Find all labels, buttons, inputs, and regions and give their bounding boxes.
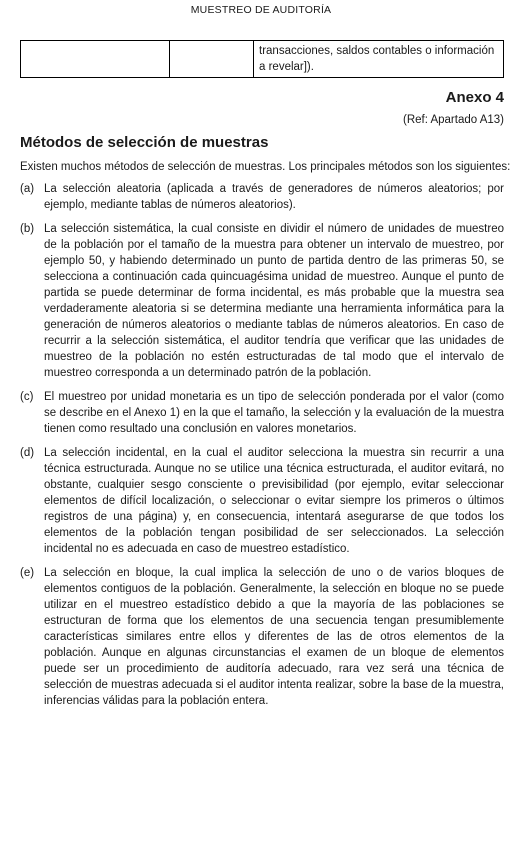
list-marker: (b) [20,223,35,235]
list-item-text: La selección sistemática, la cual consiste en dividir el número de unidades de muestreo de la población por el tamaño de la muestra para obtener un intervalo de muestreo, por ejemplo 50, y habiendo determinado un punto de partida dentro de las primeras 50, se selecciona a continuación cada quincuagésima unidad de muestreo. Aunque el punto de partida se puede determinar de forma incidental, es más probable que la muestra sea verdaderamente aleatoria si se determina mediante una herramienta informática para la generación de números aleatorios o mediante tablas de números aleatorios. En caso de recurrir a la selección sistemática, el auditor tendría que verificar que las unidades de muestreo de la población no estén estructuradas de tal modo que el intervalo de muestreo corresponda a un determinado patrón de la población. [44,223,504,379]
list-item [20,389,504,437]
list-item [20,181,504,213]
list-item-text: La selección incidental, en la cual el auditor selecciona la muestra sin recurrir a una técnica estructurada. Aunque no se utilice una técnica estructurada, el auditor evitará, no obstante, cualquier sesgo consciente o previsibilidad (por ejemplo, evitar seleccionar elementos de difícil localización, o seleccionar o evitar siempre los primeros o últimos registros de una página) y, en consecuencia, intentará asegurarse de que todos los elementos de la población tengan posibilidad de ser seleccionados. La selección incidental no es adecuada en caso de muestreo estadístico. [44,447,504,555]
annex-title: Anexo 4 [445,89,504,106]
list-marker: (c) [20,391,34,403]
table-cell [21,41,170,78]
list-item-text: El muestreo por unidad monetaria es un tipo de selección ponderada por el valor (como se describe en el Anexo 1) en la que el tamaño, la selección y la evaluación de la muestra tienen como resultado una conclusión en valores monetarios. [44,391,504,435]
intro-paragraph: Existen muchos métodos de selección de muestras. Los principales métodos son los siguientes: [20,161,511,173]
list-item-text: La selección aleatoria (aplicada a través de generadores de números aleatorios; por ejemplo, mediante tablas de números aleatorios). [44,183,504,211]
list-item [20,565,504,709]
list-item-text: La selección en bloque, la cual implica la selección de uno o de varios bloques de elementos contiguos de la población. Generalmente, la selección en bloque no se puede utilizar en el muestreo estadístico debido a que la mayoría de las poblaciones se estructuran de forma que los elementos de una secuencia tengan presumiblemente características similares entre ellos y diferentes de las de otros elementos de la población. Aunque en algunas circunstancias el examen de un bloque de elementos puede ser un procedimiento de auditoría adecuado, rara vez será una técnica de selección de muestras adecuada si el auditor intenta realizar, sobre la base de la muestra, inferencias válidas para la población entera. [44,567,504,707]
list-item [20,445,504,557]
list-item [20,221,504,381]
list-marker: (a) [20,183,35,195]
method-list [20,181,504,717]
section-title: Métodos de selección de muestras [20,134,269,151]
list-marker: (e) [20,567,35,579]
table-row [21,41,504,78]
list-marker: (d) [20,447,35,459]
table-cell [170,41,254,78]
annex-reference: (Ref: Apartado A13) [402,114,504,126]
continued-table [20,40,504,78]
table-cell: transacciones, saldos contables o información a revelar]). [254,41,504,78]
running-header: MUESTREO DE AUDITORÍA [190,4,332,16]
